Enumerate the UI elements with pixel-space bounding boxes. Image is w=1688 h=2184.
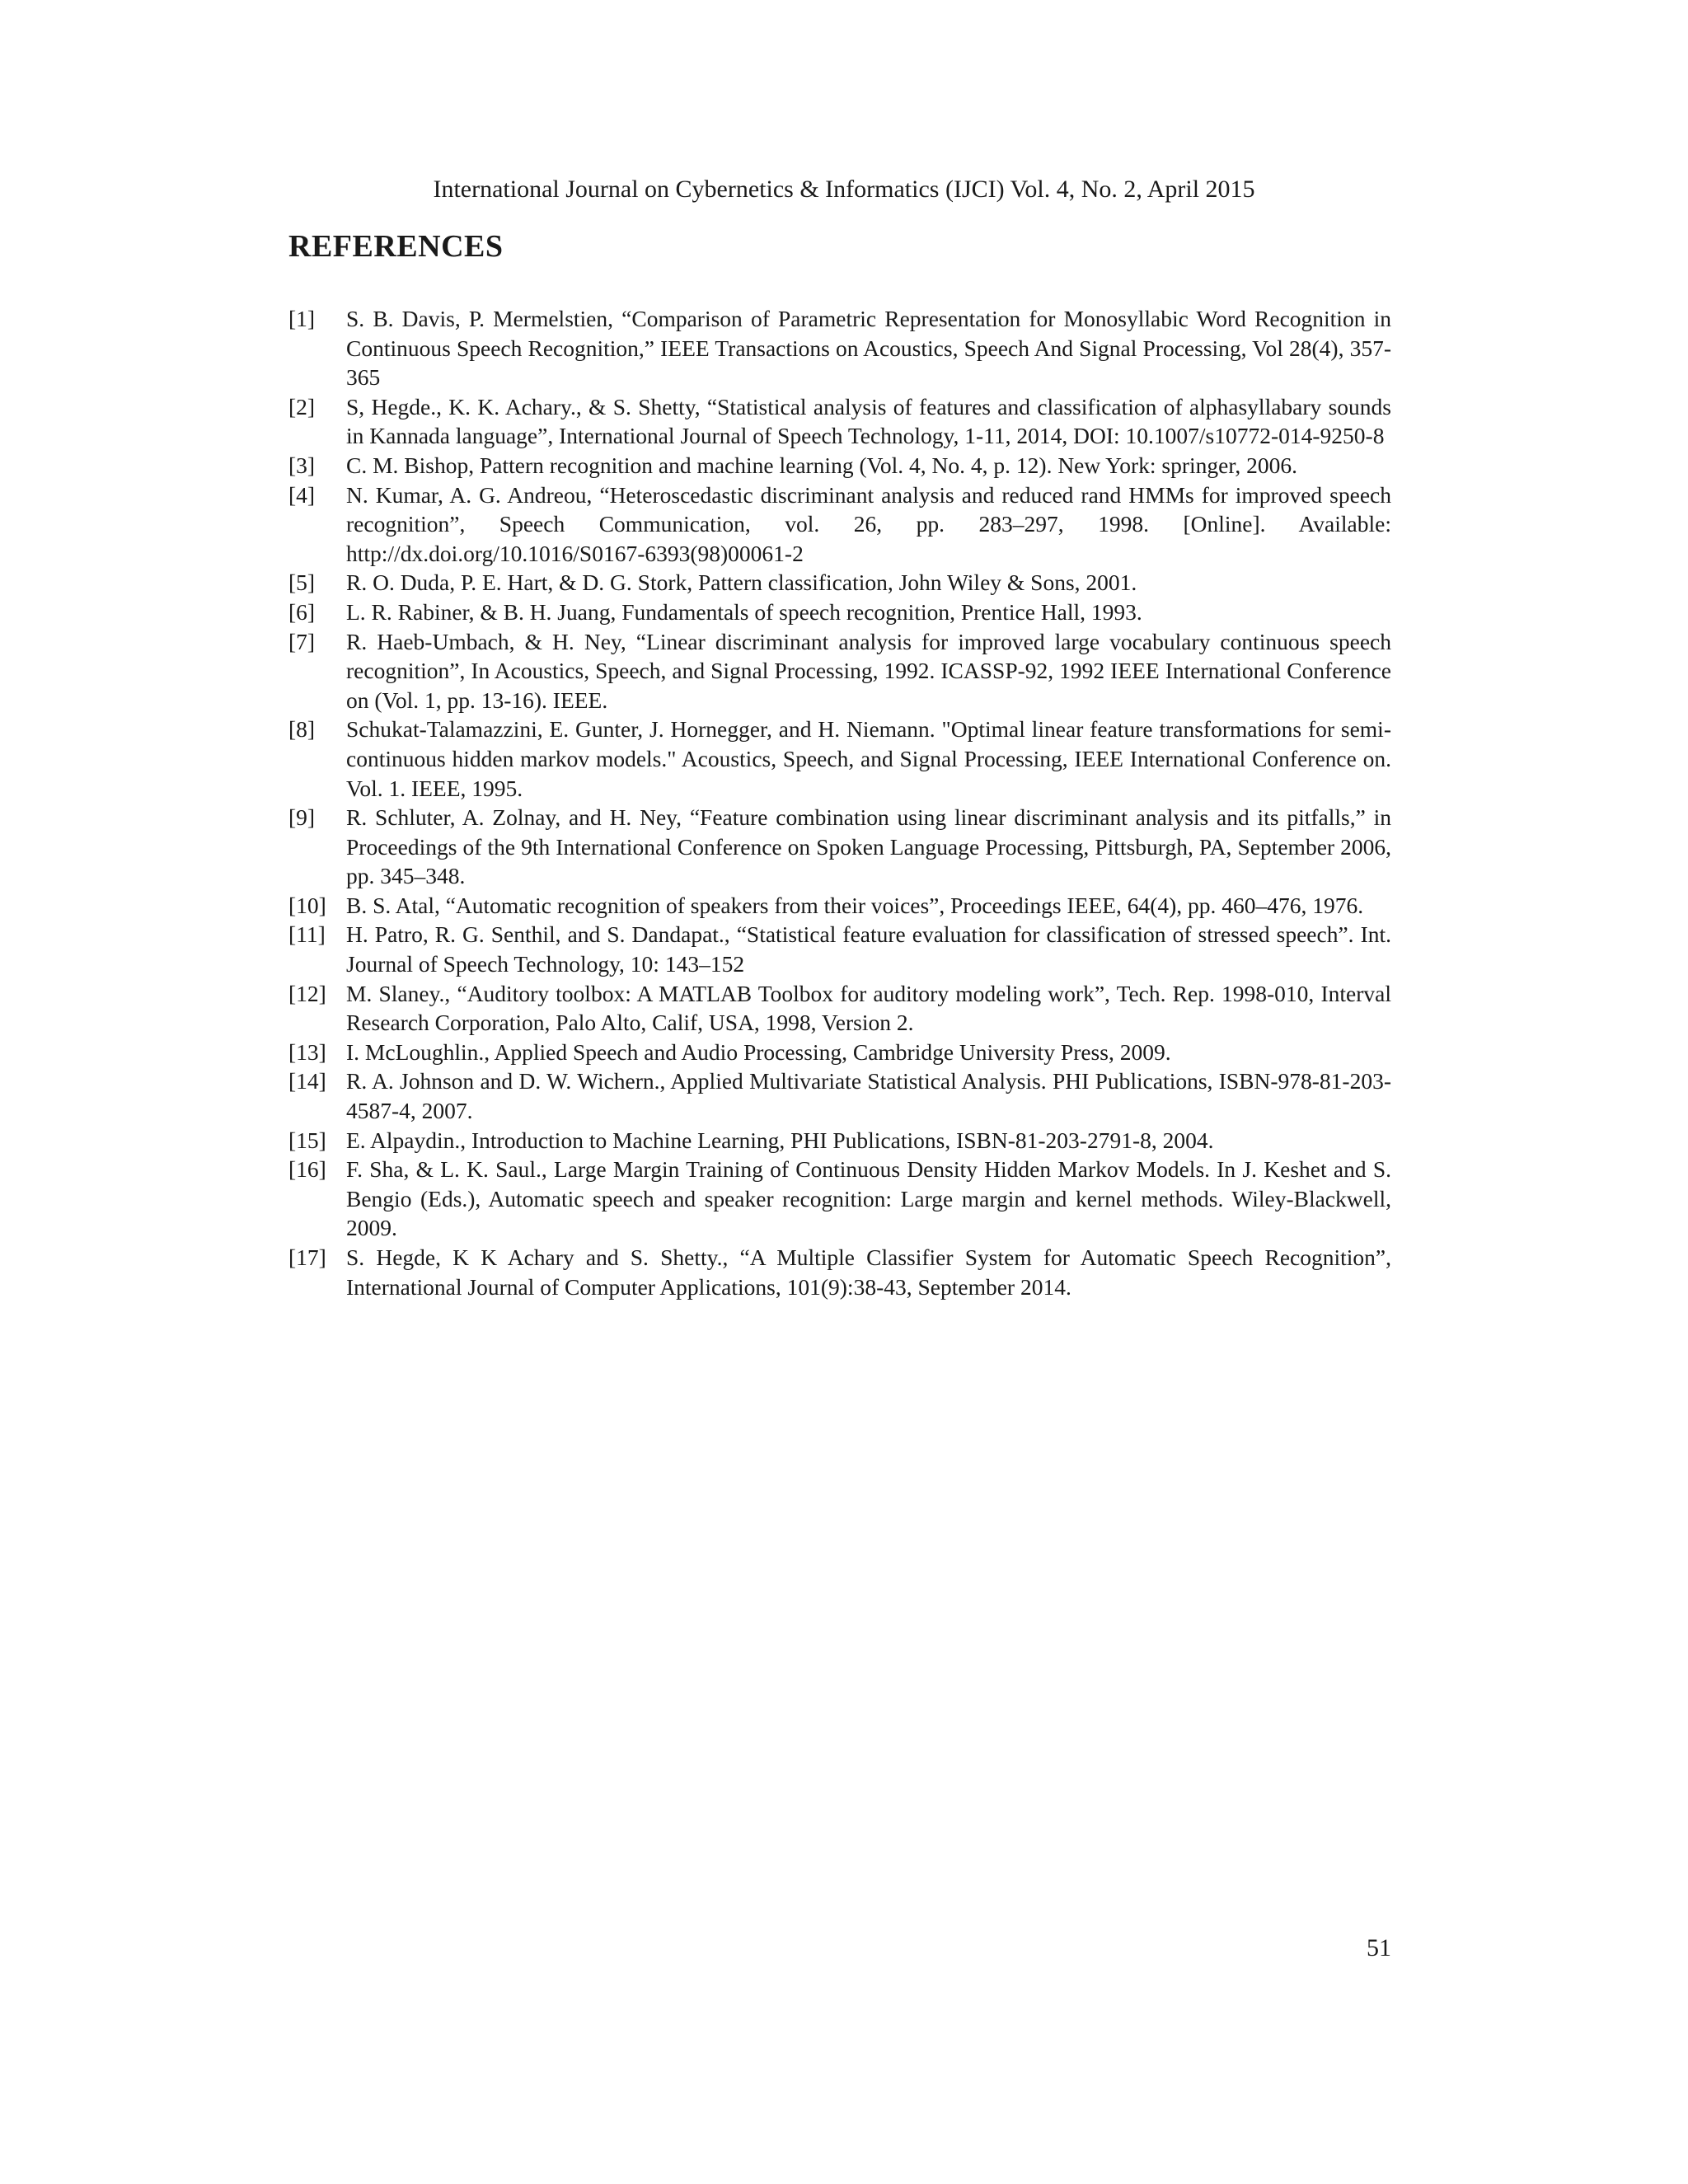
reference-text: R. Schluter, A. Zolnay, and H. Ney, “Feature combination using linear discriminant analysis and its pitfalls,” in Proceedings of the 9th International Conference on Spoken Language Processing, Pittsburgh, PA, September 2006, pp. 345–348. bbox=[346, 804, 1391, 889]
reference-item bbox=[288, 392, 1391, 451]
reference-text: C. M. Bishop, Pattern recognition and machine learning (Vol. 4, No. 4, p. 12). New York: springer, 2006. bbox=[346, 452, 1298, 478]
reference-number: [8] bbox=[288, 716, 316, 743]
reference-number: [14] bbox=[288, 1068, 326, 1094]
reference-item bbox=[288, 304, 1391, 392]
reference-number: [7] bbox=[288, 628, 316, 654]
reference-item bbox=[288, 891, 1391, 921]
reference-item bbox=[288, 1066, 1391, 1125]
reference-number: [4] bbox=[288, 481, 316, 508]
reference-text: E. Alpaydin., Introduction to Machine Learning, PHI Publications, ISBN-81-203-2791-8, 2004. bbox=[346, 1127, 1214, 1153]
reference-text: M. Slaney., “Auditory toolbox: A MATLAB Toolbox for auditory modeling work”, Tech. Rep. 1998-010, Interval Research Corporation, Palo Alto, Calif, USA, 1998, Version 2. bbox=[346, 980, 1391, 1036]
reference-item bbox=[288, 1243, 1391, 1301]
section-title: REFERENCES bbox=[288, 229, 504, 264]
reference-text: I. McLoughlin., Applied Speech and Audio Processing, Cambridge University Press, 2009. bbox=[346, 1038, 1171, 1065]
running-header: International Journal on Cybernetics & Informatics (IJCI) Vol. 4, No. 2, April 2015 bbox=[433, 176, 1255, 203]
reference-number: [9] bbox=[288, 804, 316, 831]
reference-text: Schukat-Talamazzini, E. Gunter, J. Hornegger, and H. Niemann. "Optimal linear feature transformations for semi-continuous hidden markov models." Acoustics, Speech, and Signal Processing, IEEE International Conference on. Vol. 1. IEEE, 1995. bbox=[346, 716, 1391, 801]
reference-number: [5] bbox=[288, 569, 316, 596]
reference-item bbox=[288, 920, 1391, 978]
reference-number: [3] bbox=[288, 452, 316, 478]
reference-item bbox=[288, 1155, 1391, 1243]
reference-item bbox=[288, 1038, 1391, 1067]
reference-number: [2] bbox=[288, 393, 316, 419]
reference-item bbox=[288, 598, 1391, 627]
reference-number: [11] bbox=[288, 921, 326, 948]
reference-list bbox=[288, 304, 1391, 1301]
reference-item bbox=[288, 568, 1391, 598]
reference-number: [16] bbox=[288, 1156, 326, 1183]
reference-number: [6] bbox=[288, 598, 316, 625]
reference-text: H. Patro, R. G. Senthil, and S. Dandapat., “Statistical feature evaluation for classification of stressed speech”. Int. Journal of Speech Technology, 10: 143–152 bbox=[346, 921, 1391, 977]
reference-item bbox=[288, 803, 1391, 891]
reference-item bbox=[288, 1126, 1391, 1155]
reference-text: F. Sha, & L. K. Saul., Large Margin Training of Continuous Density Hidden Markov Models. In J. Keshet and S. Bengio (Eds.), Automatic speech and speaker recognition: Large margin and kernel methods. Wiley-Blackwell, 2009. bbox=[346, 1156, 1391, 1241]
page-number: 51 bbox=[1367, 1934, 1391, 1961]
reference-text: S. Hegde, K K Achary and S. Shetty., “A Multiple Classifier System for Automatic Speech Recognition”, International Journal of Computer Applications, 101(9):38-43, September 2014. bbox=[346, 1244, 1391, 1300]
reference-text: L. R. Rabiner, & B. H. Juang, Fundamentals of speech recognition, Prentice Hall, 1993. bbox=[346, 598, 1142, 625]
reference-text: R. Haeb-Umbach, & H. Ney, “Linear discriminant analysis for improved large vocabulary continuous speech recognition”, In Acoustics, Speech, and Signal Processing, 1992. ICASSP-92, 1992 IEEE International Conference on (Vol. 1, pp. 13-16). IEEE. bbox=[346, 628, 1391, 713]
reference-text: R. O. Duda, P. E. Hart, & D. G. Stork, Pattern classification, John Wiley & Sons, 2001. bbox=[346, 569, 1137, 596]
reference-text: R. A. Johnson and D. W. Wichern., Applied Multivariate Statistical Analysis. PHI Publications, ISBN-978-81-203-4587-4, 2007. bbox=[346, 1068, 1391, 1124]
reference-item bbox=[288, 451, 1391, 480]
reference-item bbox=[288, 627, 1391, 715]
reference-number: [12] bbox=[288, 980, 326, 1006]
reference-item bbox=[288, 979, 1391, 1038]
reference-item bbox=[288, 480, 1391, 569]
reference-text: S, Hegde., K. K. Achary., & S. Shetty, “Statistical analysis of features and classification of alphasyllabary sounds in Kannada language”, International Journal of Speech Technology, 1-11, 2014, DOI: 10.1007/s10772-014-9250-8 bbox=[346, 393, 1391, 449]
reference-number: [10] bbox=[288, 892, 326, 918]
reference-number: [1] bbox=[288, 306, 316, 331]
reference-text: S. B. Davis, P. Mermelstien, “Comparison of Parametric Representation for Monosyllabic Word Recognition in Continuous Speech Recognition,” IEEE Transactions on Acoustics, Speech And Signal Processing, Vol 28(4), 357-365 bbox=[346, 306, 1391, 391]
reference-number: [15] bbox=[288, 1127, 326, 1153]
reference-number: [17] bbox=[288, 1244, 326, 1270]
reference-text: N. Kumar, A. G. Andreou, “Heteroscedastic discriminant analysis and reduced rand HMMs for improved speech recognition”, Speech Communication, vol. 26, pp. 283–297, 1998. [Online]. Available: http://dx.doi.org/10.1016/S0167-6393(98)00061-2 bbox=[346, 481, 1391, 566]
reference-text: B. S. Atal, “Automatic recognition of speakers from their voices”, Proceedings IEEE, 64(4), pp. 460–476, 1976. bbox=[346, 892, 1364, 918]
reference-number: [13] bbox=[288, 1038, 326, 1065]
reference-item bbox=[288, 715, 1391, 803]
